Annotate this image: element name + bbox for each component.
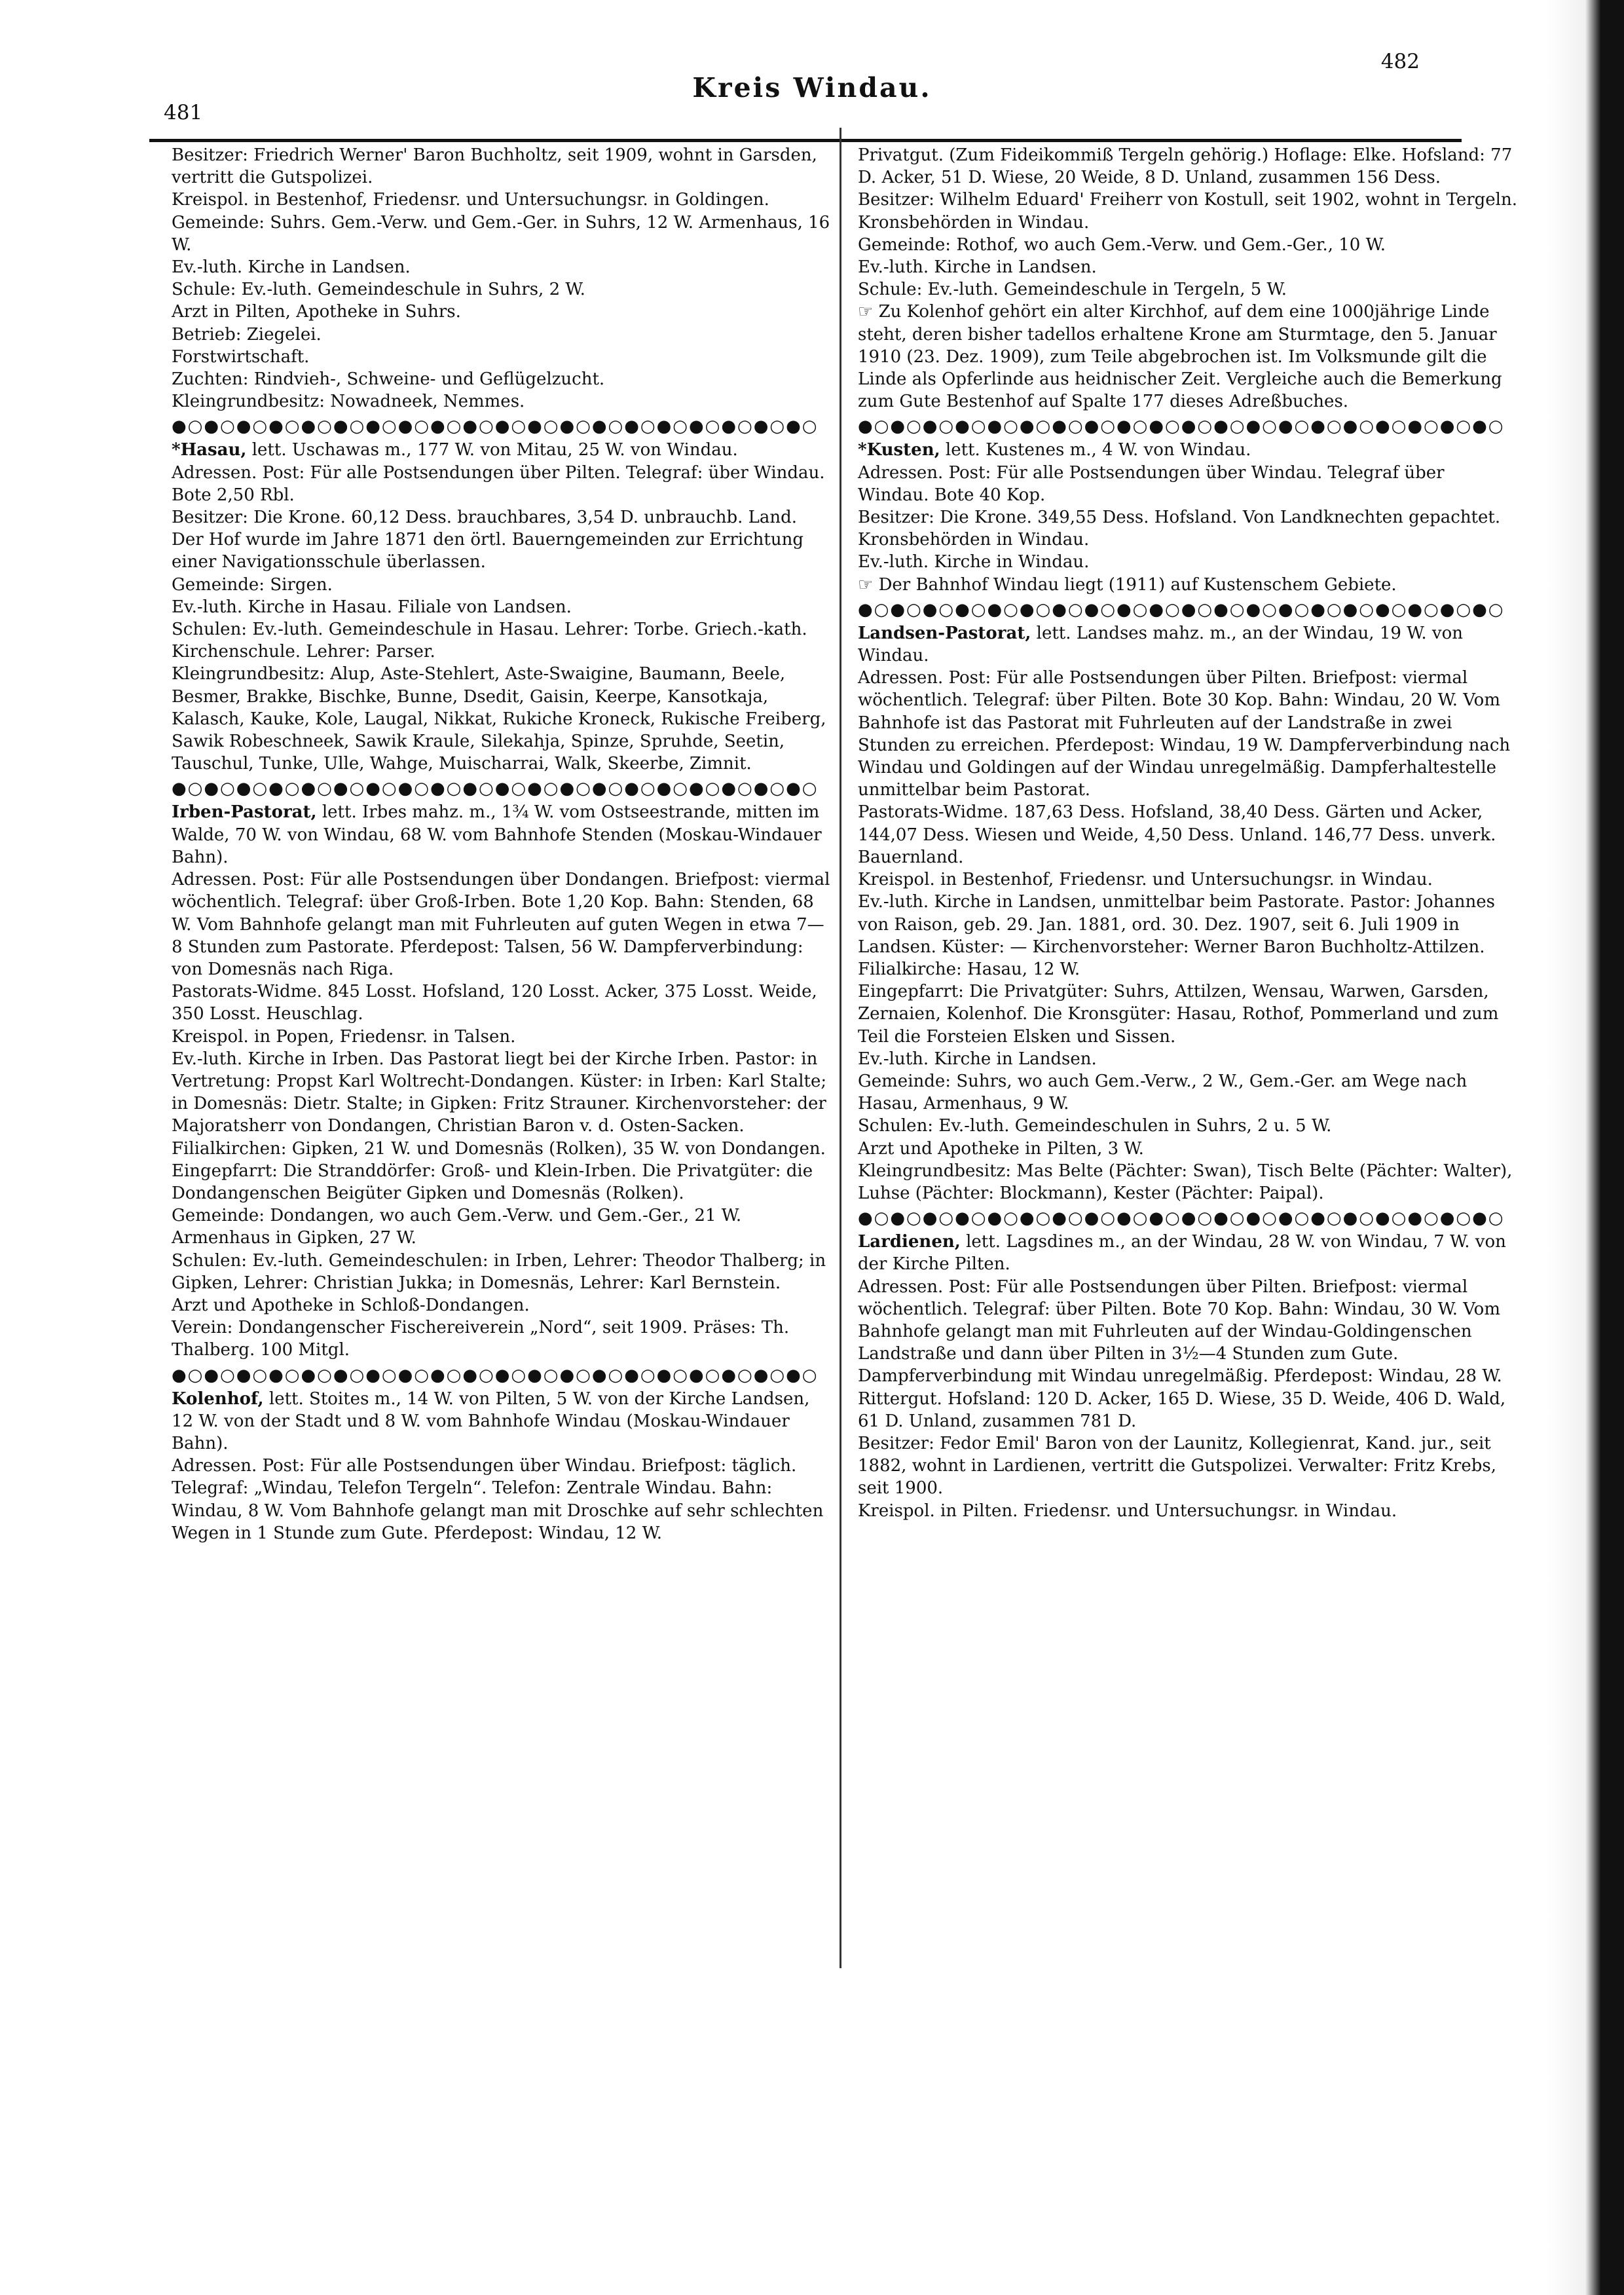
text-paragraph: [858, 234, 1519, 256]
text-paragraph: [172, 346, 833, 368]
paragraph-text: Schule: Ev.-luth. Gemeindeschule in Tergeln, 5 W.: [858, 280, 1287, 300]
paragraph-text: Ev.-luth. Kirche in Hasau. Filiale von Landsen.: [172, 597, 572, 617]
left-column: [172, 144, 833, 1544]
text-paragraph: [172, 189, 833, 211]
paragraph-text: Betrieb: Ziegelei.: [172, 324, 322, 345]
text-paragraph: [858, 667, 1519, 801]
paragraph-text: Ev.-luth. Kirche in Landsen.: [858, 1049, 1097, 1069]
column-divider: [840, 128, 841, 1968]
paragraph-text: lett. Irbes mahz. m., 1¾ W. vom Ostseestrande, mitten im Walde, 70 W. von Windau, 68 W. vom Bahnhofe Stenden (Moskau-Windauer Bahn).: [172, 802, 822, 867]
text-paragraph: [172, 980, 833, 1025]
text-paragraph: [172, 390, 833, 413]
text-paragraph: [858, 1500, 1519, 1522]
text-paragraph: [172, 1026, 833, 1048]
right-column: [858, 144, 1519, 1522]
text-paragraph: [858, 891, 1519, 958]
text-paragraph: [172, 144, 833, 189]
text-paragraph: [858, 868, 1519, 891]
paragraph-text: Gemeinde: Suhrs, wo auch Gem.-Verw., 2 W., Gem.-Ger. am Wege nach Hasau, Armenhaus, 9 W.: [858, 1071, 1467, 1114]
paragraph-text: lett. Lagsdines m., an der Windau, 28 W. von Windau, 7 W. von der Kirche Pilten.: [858, 1232, 1506, 1275]
paragraph-text: Schulen: Ev.-luth. Gemeindeschulen: in Irben, Lehrer: Theodor Thalberg; in Gipken, Lehrer: Christian Jukka; in Domesnäs, Lehrer: Karl Bernstein.: [172, 1250, 826, 1293]
text-paragraph: [172, 663, 833, 775]
paragraph-text: Besitzer: Wilhelm Eduard' Freiherr von Kostull, seit 1902, wohnt in Tergeln.: [858, 190, 1517, 210]
paragraph-text: Pastorats-Widme. 187,63 Dess. Hofsland, 38,40 Dess. Gärten und Acker, 144,07 Dess. Wiesen und Weide, 4,50 Dess. Unland. 146,77 Dess. unverk. Bauernland.: [858, 802, 1496, 867]
paragraph-text: Ev.-luth. Kirche in Landsen.: [172, 257, 411, 278]
paragraph-text: Adressen. Post: Für alle Postsendungen über Pilten. Briefpost: viermal wöchentlich. Telegraf: über Pilten. Bote 30 Kop. Bahn: Windau, 20 W. Vom Bahnhofe ist das Pastorat mit Fuhrleuten auf der Landstraße in zwei Stunden zu erreichen. Pferdepost: Windau, 19 W. Dampferverbindung nach Windau und Goldingen auf der Windau unregelmäßig. Dampferhaltestelle unmittelbar beim Pastorat.: [858, 668, 1511, 800]
text-paragraph: [858, 574, 1519, 596]
paragraph-text: Arzt in Pilten, Apotheke in Suhrs.: [172, 302, 461, 322]
paragraph-text: Rittergut. Hofsland: 120 D. Acker, 165 D. Wiese, 35 D. Weide, 406 D. Wald, 61 D. Unland, zusammen 781 D.: [858, 1389, 1506, 1431]
text-paragraph: [172, 1388, 833, 1455]
text-paragraph: [858, 1070, 1519, 1115]
text-paragraph: [858, 189, 1519, 211]
text-paragraph: [172, 439, 833, 461]
paragraph-text: Adressen. Post: Für alle Postsendungen über Pilten. Telegraf: über Windau. Bote 2,50 Rbl.: [172, 462, 825, 505]
text-paragraph: [172, 506, 833, 574]
paragraph-text: Kreispol. in Bestenhof, Friedensr. und Untersuchungsr. in Goldingen.: [172, 190, 769, 210]
paragraph-text: Ev.-luth. Kirche in Irben. Das Pastorat liegt bei der Kirche Irben. Pastor: in Vertretung: Propst Karl Woltrecht-Dondangen. Küster: in Irben: Karl Stalte; in Domesnäs: Dietr. Stalte; in Gipken: Fritz Strauner. Kirchenvorsteher: der Majoratsherr von Dondangen, Christian Baron v. d. Osten-Sacken. Filialkirchen: Gipken, 21 W. und Domesnäs (Rolken), 35 W. von Dondangen.: [172, 1049, 827, 1159]
text-paragraph: [172, 278, 833, 301]
paragraph-text: Kreispol. in Popen, Friedensr. in Talsen.: [172, 1026, 516, 1047]
paragraph-text: Gemeinde: Suhrs. Gem.-Verw. und Gem.-Ger. in Suhrs, 12 W. Armenhaus, 16 W.: [172, 212, 830, 255]
paragraph-text: ☞ Zu Kolenhof gehört ein alter Kirchhof, auf dem eine 1000jährige Linde steht, deren bisher tadellos erhaltene Krone am Sturmtage, den 5. Januar 1910 (23. Dez. 1909), zum Teile abgebrochen ist. Im Volksmunde gilt die Linde als Opferlinde aus heidnischer Zeit. Vergleiche auch die Bemerkung zum Gute Bestenhof auf Spalte 177 dieses Adreßbuches.: [858, 302, 1502, 412]
text-paragraph: [172, 1048, 833, 1160]
paragraph-text: Besitzer: Fedor Emil' Baron von der Launitz, Kollegienrat, Kand. jur., seit 1882, wohnt in Lardienen, vertritt die Gutspolizei. Verwalter: Fritz Krebs, seit 1900.: [858, 1433, 1496, 1499]
paragraph-text: Kleingrundbesitz: Mas Belte (Pächter: Swan), Tisch Belte (Pächter: Walter), Luhse (Pächter: Blockmann), Kester (Pächter: Paipal).: [858, 1161, 1513, 1203]
paragraph-text: Besitzer: Die Krone. 349,55 Dess. Hofsland. Von Landknechten gepachtet.: [858, 508, 1501, 528]
paragraph-text: Zuchten: Rindvieh-, Schweine- und Geflügelzucht.: [172, 369, 605, 390]
text-paragraph: [858, 506, 1519, 529]
text-paragraph: [172, 574, 833, 596]
paragraph-text: Kreispol. in Pilten. Friedensr. und Untersuchungsr. in Windau.: [858, 1501, 1397, 1521]
paragraph-text: Adressen. Post: Für alle Postsendungen über Windau. Briefpost: täglich. Telegraf: „Windau, Telefon Tergeln“. Telefon: Zentrale Windau. Bahn: Windau, 8 W. Vom Bahnhofe gelangt man mit Droschke auf sehr schlechten Wegen in 1 Stunde zum Gute. Pferdepost: Windau, 12 W.: [172, 1456, 824, 1543]
text-paragraph: [172, 1316, 833, 1361]
paragraph-text: Adressen. Post: Für alle Postsendungen über Dondangen. Briefpost: viermal wöchentlich. Telegraf: über Groß-Irben. Bote 1,20 Kop. Bahn: Stenden, 68 W. Vom Bahnhofe gelangt man mit Fuhrleuten auf guten Wegen in etwa 7—8 Stunden zum Pastorate. Pferdepost: Talsen, 56 W. Dampferverbindung: von Domesnäs nach Riga.: [172, 870, 830, 979]
paragraph-text: Kronsbehörden in Windau.: [858, 212, 1090, 233]
text-paragraph: [858, 439, 1519, 461]
paragraph-text: Ev.-luth. Kirche in Landsen.: [858, 257, 1097, 278]
paragraph-text: Arzt und Apotheke in Pilten, 3 W.: [858, 1138, 1144, 1159]
paragraph-text: lett. Uschawas m., 177 W. von Mitau, 25 W. von Windau.: [246, 440, 738, 460]
paragraph-text: Ev.-luth. Kirche in Windau.: [858, 552, 1090, 572]
text-paragraph: [172, 618, 833, 663]
paragraph-text: Kronsbehörden in Windau.: [858, 530, 1090, 550]
text-paragraph: [858, 212, 1519, 234]
text-paragraph: [858, 1276, 1519, 1388]
text-paragraph: [858, 1432, 1519, 1500]
paragraph-text: Arzt und Apotheke in Schloß-Dondangen.: [172, 1295, 530, 1315]
section-separator: ●○●○●○●○●○●○●○●○●○●○●○●○●○●○●○●○●○●○●○●○: [172, 417, 819, 437]
text-paragraph: [172, 1455, 833, 1544]
paragraph-text: Forstwirtschaft.: [172, 346, 310, 367]
paragraph-text: Gemeinde: Rothof, wo auch Gem.-Verw. und Gem.-Ger., 10 W.: [858, 234, 1386, 255]
paragraph-text: Schule: Ev.-luth. Gemeindeschule in Suhrs, 2 W.: [172, 280, 585, 300]
paragraph-text: Filialkirche: Hasau, 12 W.: [858, 959, 1080, 979]
page-number-left: 481: [164, 101, 203, 124]
page-title: Kreis Windau.: [692, 72, 932, 103]
text-paragraph: [858, 1231, 1519, 1275]
text-paragraph: [172, 212, 833, 256]
paragraph-text: Gemeinde: Sirgen.: [172, 574, 333, 595]
paragraph-text: lett. Landses mahz. m., an der Windau, 19 W. von Windau.: [858, 623, 1463, 666]
entry-heading: Lardienen,: [858, 1232, 961, 1252]
text-paragraph: [172, 1160, 833, 1204]
paragraph-text: Ev.-luth. Kirche in Landsen, unmittelbar beim Pastorate. Pastor: Johannes von Raison, geb. 29. Jan. 1881, ord. 30. Dez. 1907, seit 6. Juli 1909 in Landsen. Küster: — Kirchenvorsteher: Werner Baron Buchholtz-Attilzen.: [858, 892, 1496, 957]
paragraph-text: lett. Kustenes m., 4 W. von Windau.: [940, 440, 1251, 460]
text-paragraph: [172, 368, 833, 390]
section-separator: ●○●○●○●○●○●○●○●○●○●○●○●○●○●○●○●○●○●○●○●○: [172, 779, 819, 799]
paragraph-text: Verein: Dondangenscher Fischereiverein „Nord“, seit 1909. Präses: Th. Thalberg. 100 Mitgl.: [172, 1318, 790, 1360]
paragraph-text: Schulen: Ev.-luth. Gemeindeschulen in Suhrs, 2 u. 5 W.: [858, 1116, 1332, 1136]
text-paragraph: [858, 144, 1519, 189]
paragraph-text: Kreispol. in Bestenhof, Friedensr. und Untersuchungsr. in Windau.: [858, 870, 1433, 890]
text-paragraph: [172, 256, 833, 278]
text-paragraph: [858, 256, 1519, 278]
entry-heading: *Kusten,: [858, 440, 940, 460]
entry-heading: Kolenhof,: [172, 1389, 264, 1409]
text-paragraph: [858, 462, 1519, 506]
text-paragraph: [858, 1160, 1519, 1204]
paragraph-text: Adressen. Post: Für alle Postsendungen über Pilten. Briefpost: viermal wöchentlich. Telegraf: über Pilten. Bote 70 Kop. Bahn: Windau, 30 W. Vom Bahnhofe gelangt man mit Fuhrleuten auf der Windau-Goldingenschen Landstraße und dann über Pilten in 3½—4 Stunden zum Gute. Dampferverbindung mit Windau unregelmäßig. Pferdepost: Windau, 28 W.: [858, 1277, 1502, 1387]
text-paragraph: [858, 1115, 1519, 1137]
paragraph-text: Adressen. Post: Für alle Postsendungen über Windau. Telegraf über Windau. Bote 40 Kop.: [858, 462, 1445, 505]
text-paragraph: [858, 622, 1519, 667]
entry-heading: Landsen-Pastorat,: [858, 623, 1031, 643]
text-paragraph: [858, 1388, 1519, 1432]
section-separator: ●○●○●○●○●○●○●○●○●○●○●○●○●○●○●○●○●○●○●○●○: [172, 1365, 819, 1385]
text-paragraph: [172, 1294, 833, 1316]
text-paragraph: [858, 1138, 1519, 1160]
entry-heading: Irben-Pastorat,: [172, 802, 317, 823]
text-paragraph: [172, 801, 833, 868]
paragraph-text: lett. Stoites m., 14 W. von Pilten, 5 W. von der Kirche Landsen, 12 W. von der Stadt und 8 W. vom Bahnhofe Windau (Moskau-Windauer Bahn).: [172, 1389, 810, 1453]
paragraph-text: Besitzer: Die Krone. 60,12 Dess. brauchbares, 3,54 D. unbrauchb. Land. Der Hof wurde im Jahre 1871 den örtl. Bauerngemeinden zur Errichtung einer Navigationsschule überlassen.: [172, 508, 803, 572]
paragraph-text: Gemeinde: Dondangen, wo auch Gem.-Verw. und Gem.-Ger., 21 W. Armenhaus in Gipken, 27 W.: [172, 1206, 742, 1248]
paragraph-text: Pastorats-Widme. 845 Losst. Hofsland, 120 Losst. Acker, 375 Losst. Weide, 350 Losst. Heuschlag.: [172, 982, 817, 1024]
text-paragraph: [172, 868, 833, 980]
text-paragraph: [172, 1204, 833, 1249]
paragraph-text: ☞ Der Bahnhof Windau liegt (1911) auf Kustenschem Gebiete.: [858, 574, 1397, 595]
text-paragraph: [858, 529, 1519, 551]
text-paragraph: [172, 462, 833, 506]
section-separator: ●○●○●○●○●○●○●○●○●○●○●○●○●○●○●○●○●○●○●○●○: [858, 417, 1505, 437]
text-paragraph: [858, 980, 1519, 1048]
scan-edge: [1547, 0, 1624, 2295]
text-paragraph: [172, 324, 833, 346]
text-paragraph: [858, 551, 1519, 573]
text-paragraph: [858, 301, 1519, 413]
paragraph-text: Eingepfarrt: Die Stranddörfer: Groß- und Klein-Irben. Die Privatgüter: die Dondangenschen Beigüter Gipken und Domesnäs (Rolken).: [172, 1161, 813, 1203]
paragraph-text: Besitzer: Friedrich Werner' Baron Buchholtz, seit 1909, wohnt in Garsden, vertritt die Gutspolizei.: [172, 145, 817, 188]
entry-heading: *Hasau,: [172, 440, 247, 460]
text-paragraph: [858, 801, 1519, 868]
section-separator: ●○●○●○●○●○●○●○●○●○●○●○●○●○●○●○●○●○●○●○●○: [858, 1208, 1505, 1229]
page-number-right: 482: [1380, 50, 1420, 73]
text-paragraph: [172, 596, 833, 618]
page-rule: [149, 139, 1462, 142]
text-paragraph: [172, 301, 833, 323]
text-paragraph: [858, 1048, 1519, 1070]
text-paragraph: [858, 278, 1519, 301]
paragraph-text: Privatgut. (Zum Fideikommiß Tergeln gehörig.) Hoflage: Elke. Hofsland: 77 D. Acker, 51 D. Wiese, 20 Weide, 8 D. Unland, zusammen 156 Dess.: [858, 145, 1513, 188]
text-paragraph: [172, 1250, 833, 1294]
paragraph-text: Schulen: Ev.-luth. Gemeindeschule in Hasau. Lehrer: Torbe. Griech.-kath. Kirchenschule. Lehrer: Parser.: [172, 620, 807, 662]
text-paragraph: [858, 958, 1519, 980]
section-separator: ●○●○●○●○●○●○●○●○●○●○●○●○●○●○●○●○●○●○●○●○: [858, 599, 1505, 620]
paragraph-text: Eingepfarrt: Die Privatgüter: Suhrs, Attilzen, Wensau, Warwen, Garsden, Zernaien, Kolenhof. Die Kronsgüter: Hasau, Rothof, Pommerland und zum Teil die Forsteien Elsken und Sissen.: [858, 982, 1499, 1047]
paragraph-text: Kleingrundbesitz: Alup, Aste-Stehlert, Aste-Swaigine, Baumann, Beele, Besmer, Brakke, Bischke, Bunne, Dsedit, Gaisin, Keerpe, Kansotkaja, Kalasch, Kauke, Kole, Laugal, Nikkat, Rukiche Kroneck, Rukische Freiberg, Sawik Robeschneek, Sawik Kraule, Silekahja, Spinze, Spruhde, Seetin, Tauschul, Tunke, Ulle, Wahge, Muischarrai, Walk, Skeerbe, Zimnit.: [172, 664, 826, 774]
paragraph-text: Kleingrundbesitz: Nowadneek, Nemmes.: [172, 392, 525, 412]
